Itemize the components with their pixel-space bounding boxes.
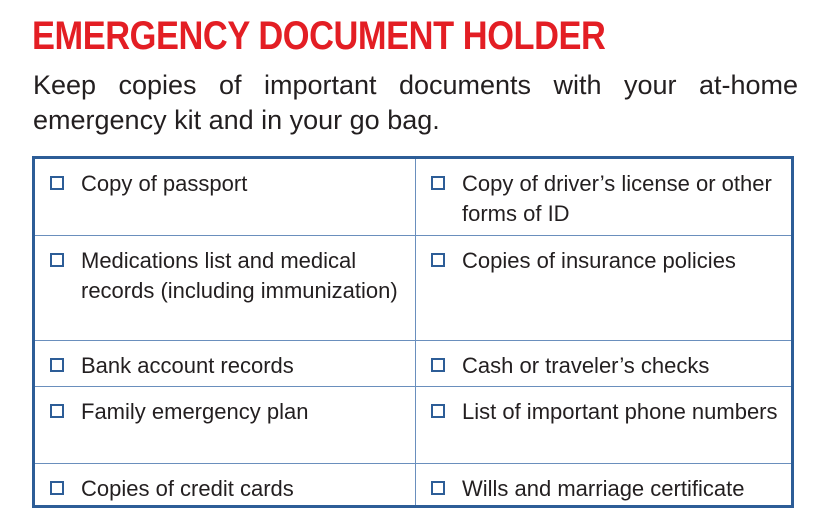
checklist-item-label: Copies of insurance policies [462, 248, 736, 273]
checkbox-icon[interactable] [431, 404, 445, 418]
checklist-item-drivers-license[interactable] [416, 159, 791, 236]
checklist-item-phone-numbers[interactable] [416, 387, 791, 464]
checklist-item-label: Wills and marriage certificate [462, 476, 745, 501]
checkbox-icon[interactable] [431, 481, 445, 495]
page-subtitle: Keep copies of important documents with your at-home emergency kit and in your go bag. [33, 70, 798, 135]
checklist-item-label: Bank account records [81, 353, 294, 378]
checklist-item-label: List of important phone numbers [462, 399, 778, 424]
checkbox-icon[interactable] [431, 253, 445, 267]
checkbox-icon[interactable] [50, 253, 64, 267]
checkbox-icon[interactable] [431, 358, 445, 372]
checkbox-icon[interactable] [431, 176, 445, 190]
checklist-item-medications[interactable] [35, 236, 416, 341]
checkbox-icon[interactable] [50, 358, 64, 372]
checkbox-icon[interactable] [50, 481, 64, 495]
checklist-item-passport[interactable] [35, 159, 416, 236]
checklist-item-label: Copy of passport [81, 171, 248, 196]
checklist-item-label: Medications list and medical records (including immunization) [81, 248, 398, 303]
checklist-item-label: Copies of credit cards [81, 476, 294, 501]
checklist-item-label: Family emergency plan [81, 399, 309, 424]
checklist-item-credit-cards[interactable] [35, 464, 416, 505]
document-checklist [32, 156, 794, 508]
checklist-item-label: Cash or traveler’s checks [462, 353, 710, 378]
checklist-item-family-plan[interactable] [35, 387, 416, 464]
checklist-item-insurance[interactable] [416, 236, 791, 341]
checklist-item-wills[interactable] [416, 464, 791, 505]
checkbox-icon[interactable] [50, 176, 64, 190]
checklist-item-label: Copy of driver’s license or other forms of ID [462, 171, 772, 226]
checklist-item-cash[interactable] [416, 341, 791, 387]
page-title: EMERGENCY DOCUMENT HOLDER [32, 14, 606, 58]
checklist-item-bank-records[interactable] [35, 341, 416, 387]
checkbox-icon[interactable] [50, 404, 64, 418]
